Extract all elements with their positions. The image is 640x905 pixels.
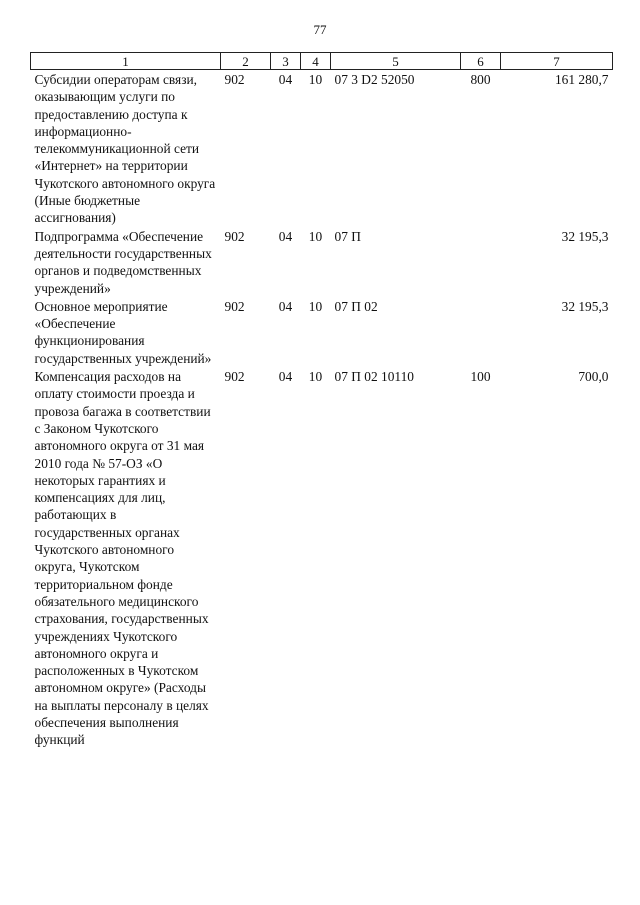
header-col-2: 2	[221, 53, 271, 70]
table-row	[31, 227, 613, 297]
row-subsection: 10	[308, 369, 323, 385]
budget-table	[30, 52, 613, 749]
header-col-5: 5	[331, 53, 461, 70]
table-row	[31, 297, 613, 367]
page-number: 77	[313, 22, 327, 37]
header-col-3: 3	[271, 53, 301, 70]
row-section: 04	[278, 228, 293, 244]
row-subsection: 10	[308, 298, 323, 314]
row-ministry: 902	[224, 228, 245, 244]
row-target: 07 П	[334, 228, 361, 244]
row-ministry: 902	[224, 72, 245, 87]
row-ministry: 902	[224, 298, 245, 314]
row-amount: 700,0	[578, 369, 609, 385]
row-target: 07 3 D2 52050	[334, 72, 415, 87]
row-section: 04	[278, 369, 293, 385]
table-row	[31, 367, 613, 749]
header-col-6: 6	[461, 53, 501, 70]
row-section: 04	[278, 298, 293, 314]
row-amount: 32 195,3	[561, 298, 609, 314]
row-subsection: 10	[308, 228, 323, 244]
row-target: 07 П 02	[334, 298, 378, 314]
row-expense-type: 100	[470, 369, 491, 385]
table-row	[31, 70, 613, 227]
row-amount: 161 280,7	[554, 72, 609, 87]
row-expense-type	[461, 227, 501, 297]
header-col-7: 7	[501, 53, 613, 70]
row-expense-type: 800	[470, 72, 491, 87]
header-col-1: 1	[31, 53, 221, 70]
row-subsection: 10	[308, 72, 323, 87]
header-row	[31, 53, 613, 70]
row-expense-type	[461, 297, 501, 367]
row-ministry: 902	[224, 369, 245, 385]
row-name: Компенсация расходов на оплату стоимости проезда и провоза багажа в соответствии с Законом Чукотского автономного округа от 31 мая 2010 года № 57-ОЗ «О некоторых гарантиях и компенсациях для лиц, работающих в государственных органах Чукотского автономного округа, Чукотском территориальном фонде обязательного медицинского страхования, государственных учреждениях Чукотского автономного округа и расположенных в Чукотском автономном округе» (Расходы на выплаты персоналу в целях обеспечения выполнения функций	[34, 369, 211, 748]
row-section: 04	[278, 72, 293, 87]
row-name: Основное мероприятие «Обеспечение функционирования государственных учреждений»	[34, 298, 212, 366]
row-target: 07 П 02 10110	[334, 369, 414, 385]
header-col-4: 4	[301, 53, 331, 70]
row-name: Субсидии операторам связи, оказывающим услуги по предоставлению доступа к информационно-телекоммуникационной сети «Интернет» на территории Чукотского автономного округа (Иные бюджетные ассигнования)	[34, 72, 216, 226]
row-amount: 32 195,3	[561, 228, 609, 244]
row-name: Подпрограмма «Обеспечение деятельности государственных органов и подведомственных учреждений»	[34, 228, 212, 296]
